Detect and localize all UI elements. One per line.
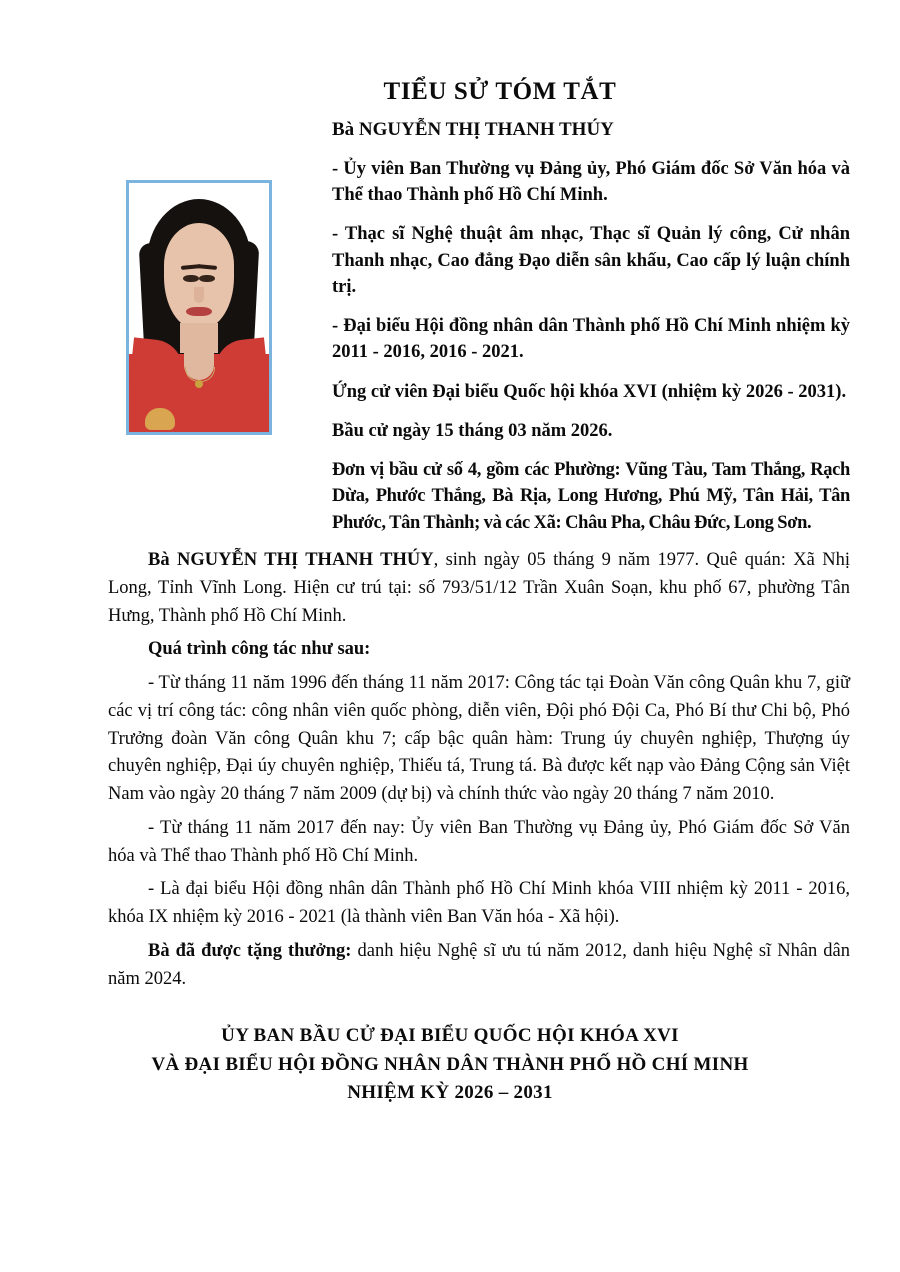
biography-name: Bà NGUYỄN THỊ THANH THÚY [148, 550, 434, 570]
info-position: - Ủy viên Ban Thường vụ Đảng ủy, Phó Giám đốc Sở Văn hóa và Thể thao Thành phố Hồ Chí Minh. [332, 158, 850, 206]
page-title: TIỂU SỬ TÓM TẮT [383, 78, 617, 105]
necklace-pendant [195, 380, 203, 388]
issuing-authority [50, 1022, 850, 1108]
info-electoral-district: Đơn vị bầu cử số 4, gồm các Phường: Vũng Tàu, Tam Thắng, Rạch Dừa, Phước Thắng, Bà Rịa, Long Hương, Phú Mỹ, Tân Hải, Tân Phước, Tân Thành; và các Xã: Châu Pha, Châu Đức, Long Sơn. [332, 460, 850, 533]
biography-paragraph [108, 547, 850, 630]
info-election-date: Bầu cử ngày 15 tháng 03 năm 2026. [332, 420, 613, 441]
info-candidacy: Ứng cử viên Đại biểu Quốc hội khóa XVI (nhiệm kỳ 2026 - 2031). [332, 381, 847, 402]
career-entry-3: - Là đại biểu Hội đồng nhân dân Thành phố Hồ Chí Minh khóa VIII nhiệm kỳ 2011 - 2016, khóa IX nhiệm kỳ 2016 - 2021 (là thành viên Ban Văn hóa - Xã hội). [108, 879, 850, 927]
biography-details: , sinh ngày 05 tháng 9 năm 1977. Quê quán: Xã Nhị Long, Tỉnh Vĩnh Long. Hiện cư trú tại: số 793/51/12 Trần Xuân Soạn, khu phố 67, phường Tân Hưng, Thành phố Hồ Chí Minh. [108, 550, 850, 626]
brooch-icon [145, 408, 175, 430]
candidate-info-column [332, 118, 850, 549]
header-section [0, 118, 900, 538]
awards-label: Bà đã được tặng thưởng: [148, 940, 352, 961]
portrait-illustration [129, 183, 269, 432]
candidate-name: Bà NGUYỄN THỊ THANH THÚY [332, 119, 614, 140]
lips-shape [186, 307, 212, 316]
authority-line-1: ỦY BAN BẦU CỬ ĐẠI BIỂU QUỐC HỘI KHÓA XVI [221, 1025, 679, 1046]
candidate-photo [126, 180, 272, 435]
awards-paragraph [108, 938, 850, 994]
neck-shape [180, 323, 218, 353]
authority-line-2: VÀ ĐẠI BIỂU HỘI ĐỒNG NHÂN DÂN THÀNH PHỐ HỒ CHÍ MINH [151, 1053, 749, 1075]
authority-line-3: NHIỆM KỲ 2026 – 2031 [347, 1082, 553, 1103]
eye-right [199, 275, 215, 282]
career-heading: Quá trình công tác như sau: [148, 639, 371, 660]
career-entry-1: - Từ tháng 11 năm 1996 đến tháng 11 năm 2017: Công tác tại Đoàn Văn công Quân khu 7, giữ các vị trí công tác: công nhân viên quốc phòng, diễn viên, Đội phó Đội Ca, Phó Bí thư Chi bộ, Phó Trưởng đoàn Văn công Quân khu 7; cấp bậc quân hàm: Trung úy chuyên nghiệp, Thượng úy chuyên nghiệp, Đại úy chuyên nghiệp, Thiếu tá, Trung tá. Bà được kết nạp vào Đảng Cộng sản Việt Nam vào ngày 20 tháng 7 năm 2009 (dự bị) và chính thức vào ngày 20 tháng 7 năm 2010. [108, 673, 850, 804]
biography-section [108, 547, 850, 999]
career-entry-2: - Từ tháng 11 năm 2017 đến nay: Ủy viên Ban Thường vụ Đảng ủy, Phó Giám đốc Sở Văn hóa và Thể thao Thành phố Hồ Chí Minh. [108, 817, 850, 866]
info-council-delegate: - Đại biểu Hội đồng nhân dân Thành phố Hồ Chí Minh nhiệm kỳ 2011 - 2016, 2016 - 2021. [332, 316, 850, 363]
nose-shape [194, 287, 204, 303]
eye-left [183, 275, 199, 282]
awards-details: danh hiệu Nghệ sĩ ưu tú năm 2012, danh hiệu Nghệ sĩ Nhân dân năm 2024. [108, 940, 850, 989]
info-education: - Thạc sĩ Nghệ thuật âm nhạc, Thạc sĩ Quản lý công, Cử nhân Thanh nhạc, Cao đẳng Đạo diễn sân khấu, Cao cấp lý luận chính trị. [332, 224, 850, 297]
